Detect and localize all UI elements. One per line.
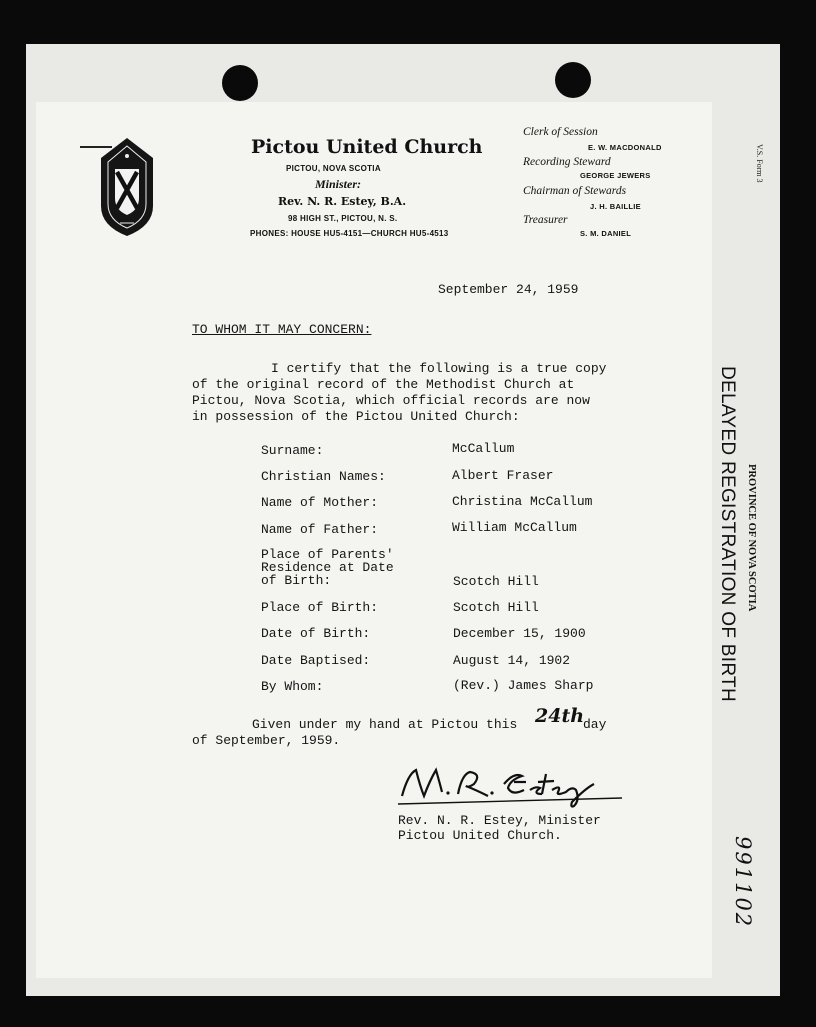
handwritten-signature bbox=[396, 762, 626, 817]
punch-hole-right bbox=[555, 62, 591, 98]
field-label-surname: Surname: bbox=[261, 443, 324, 458]
field-value-father: William McCallum bbox=[452, 520, 577, 535]
officer-title: Chairman of Stewards bbox=[523, 185, 627, 197]
minister-name: Rev. N. R. Estey, B.A. bbox=[278, 195, 407, 208]
handwritten-day: 24th bbox=[535, 705, 585, 727]
field-label-mother: Name of Mother: bbox=[261, 495, 379, 510]
officer-name: S. M. DANIEL bbox=[580, 229, 632, 238]
field-label-residence: Place of Parents' bbox=[261, 547, 394, 562]
field-value-by-whom: (Rev.) James Sharp bbox=[453, 678, 594, 693]
field-value-date-of-birth: December 15, 1900 bbox=[453, 626, 586, 641]
field-label-residence: Residence at Date bbox=[261, 560, 394, 575]
registration-number: 991102 bbox=[731, 836, 755, 929]
field-label-date-of-birth: Date of Birth: bbox=[261, 626, 371, 641]
officer-name: E. W. MACDONALD bbox=[588, 143, 662, 152]
form-number: V.S. Form 3 bbox=[755, 144, 764, 183]
signer-line: Rev. N. R. Estey, Minister bbox=[398, 813, 601, 828]
officer-name: GEORGE JEWERS bbox=[580, 171, 651, 180]
church-name: Pictou United Church bbox=[251, 136, 483, 158]
letter-sheet bbox=[36, 102, 712, 978]
church-address: 98 HIGH ST., PICTOU, N. S. bbox=[288, 214, 398, 223]
punch-hole-left bbox=[222, 65, 258, 101]
intro-line: Pictou, Nova Scotia, which official records are now bbox=[192, 393, 590, 408]
field-label-christian-names: Christian Names: bbox=[261, 469, 386, 484]
minister-title: Minister: bbox=[315, 177, 362, 191]
salutation: TO WHOM IT MAY CONCERN: bbox=[192, 322, 372, 337]
given-line: Given under my hand at Pictou this bbox=[252, 717, 518, 732]
officer-title: Recording Steward bbox=[523, 156, 611, 168]
edge-mark bbox=[80, 146, 112, 148]
field-label-date-baptised: Date Baptised: bbox=[261, 653, 371, 668]
field-value-mother: Christina McCallum bbox=[452, 494, 593, 509]
intro-line: in possession of the Pictou United Church: bbox=[192, 409, 520, 424]
officer-name: J. H. BAILLIE bbox=[590, 202, 641, 211]
field-label-place-of-birth: Place of Birth: bbox=[261, 600, 379, 615]
signer-line: Pictou United Church. bbox=[398, 828, 562, 843]
field-value-date-baptised: August 14, 1902 bbox=[453, 653, 571, 668]
field-label-by-whom: By Whom: bbox=[261, 679, 324, 694]
province-label: PROVINCE OF NOVA SCOTIA bbox=[746, 464, 757, 612]
field-value-christian-names: Albert Fraser bbox=[452, 468, 554, 483]
form-title: DELAYED REGISTRATION OF BIRTH bbox=[717, 366, 738, 702]
officer-title: Treasurer bbox=[523, 214, 568, 226]
field-value-place-of-birth: Scotch Hill bbox=[453, 600, 539, 615]
officer-title: Clerk of Session bbox=[523, 126, 598, 138]
intro-line: of the original record of the Methodist Church at bbox=[192, 377, 575, 392]
given-line: of September, 1959. bbox=[192, 733, 341, 748]
field-label-father: Name of Father: bbox=[261, 522, 379, 537]
church-phones: PHONES: HOUSE HU5-4151—CHURCH HU5-4513 bbox=[250, 229, 449, 238]
intro-line: I certify that the following is a true copy bbox=[271, 361, 607, 376]
church-location: PICTOU, NOVA SCOTIA bbox=[286, 164, 381, 173]
field-label-residence: of Birth: bbox=[261, 573, 332, 588]
field-value-surname: McCallum bbox=[452, 441, 515, 456]
letter-date: September 24, 1959 bbox=[438, 282, 579, 297]
church-crest-icon bbox=[98, 136, 156, 243]
given-line-day: day bbox=[583, 717, 607, 732]
field-value-residence: Scotch Hill bbox=[453, 574, 539, 589]
